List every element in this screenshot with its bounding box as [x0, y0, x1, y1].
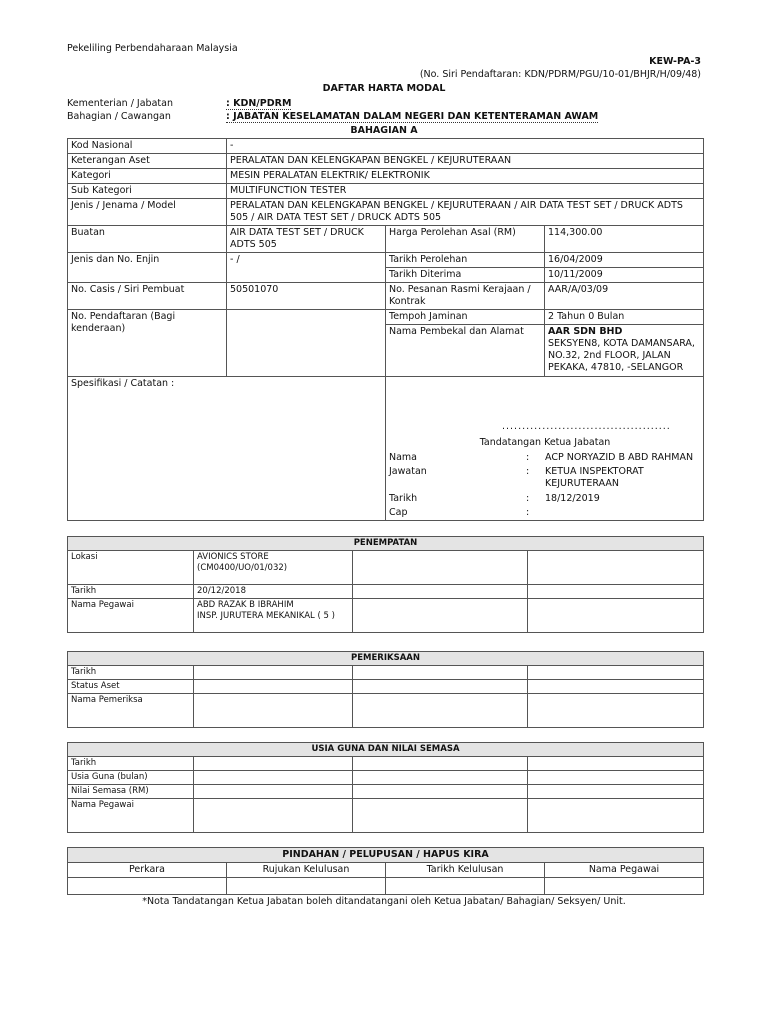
signature-block: [386, 377, 704, 521]
status-aset-label: Status Aset: [68, 680, 194, 694]
penempatan-table: [67, 536, 704, 633]
sig-tarikh-colon: :: [526, 493, 530, 504]
buatan-value: AIR DATA TEST SET / DRUCK ADTS 505: [227, 226, 386, 253]
sub-kategori-label: Sub Kategori: [68, 184, 227, 199]
sig-cap-colon: :: [526, 507, 530, 518]
tarikh-diterima-label: Tarikh Diterima: [386, 268, 545, 283]
penempatan-title: PENEMPATAN: [68, 537, 704, 551]
sig-cap-label: Cap: [389, 507, 408, 518]
ministry-label: Kementerian / Jabatan: [67, 98, 173, 109]
tempoh-value: 2 Tahun 0 Bulan: [545, 310, 704, 325]
signature-caption: Tandatangan Ketua Jabatan: [479, 437, 611, 448]
publisher-text: Pekeliling Perbendaharaan Malaysia: [67, 43, 238, 54]
sig-nama-value: ACP NORYAZID B ABD RAHMAN: [545, 452, 694, 463]
sig-jawatan-value: KETUA INSPEKTORAT KEJURUTERAAN: [545, 466, 644, 489]
spesifikasi-label: Spesifikasi / Catatan :: [71, 378, 175, 389]
penempatan-pegawai-cell: [194, 599, 353, 633]
kod-nasional-value: -: [227, 139, 704, 154]
buatan-label: Buatan: [68, 226, 227, 253]
sig-nama-label: Nama: [389, 452, 418, 463]
serial-registration: (No. Siri Pendaftaran: KDN/PDRM/PGU/10-01/BHJR/H/09/48): [419, 69, 701, 80]
kategori-label: Kategori: [68, 169, 227, 184]
keterangan-label: Keterangan Aset: [68, 154, 227, 169]
sig-tarikh-value: 18/12/2019: [545, 493, 600, 504]
pindahan-col-rujukan: Rujukan Kelulusan: [227, 863, 386, 878]
footnote: *Nota Tandatangan Ketua Jabatan boleh ditandatangani oleh Ketua Jabatan/ Bahagian/ Seksyen/ Unit.: [142, 896, 626, 907]
sig-jawatan-label: Jawatan: [389, 466, 427, 477]
lokasi-value: AVIONICS STORE (CM0400/UO/01/032): [194, 551, 353, 585]
pemeriksa-label: Nama Pemeriksa: [68, 694, 194, 728]
spesifikasi-cell: [68, 377, 386, 521]
division-value: : JABATAN KESELAMATAN DALAM NEGERI DAN KETENTERAMAN AWAM: [226, 111, 599, 122]
sig-nama-colon: :: [526, 452, 530, 463]
penempatan-pegawai-title: INSP. JURUTERA MEKANIKAL ( 5 ): [197, 611, 335, 621]
tarikh-perolehan-value: 16/04/2009: [545, 253, 704, 268]
part-a-title: BAHAGIAN A: [350, 125, 418, 136]
sig-tarikh-label: Tarikh: [389, 493, 418, 504]
pindahan-col-tarikh: Tarikh Kelulusan: [386, 863, 545, 878]
tarikh-diterima-value: 10/11/2009: [545, 268, 704, 283]
sub-kategori-value: MULTIFUNCTION TESTER: [227, 184, 704, 199]
pemeriksaan-tarikh-label: Tarikh: [68, 666, 194, 680]
ministry-value: : KDN/PDRM: [226, 98, 292, 109]
pindahan-col-perkara: Perkara: [68, 863, 227, 878]
usia-tarikh-label: Tarikh: [68, 757, 194, 771]
pindahan-table: [67, 847, 704, 895]
lokasi-label: Lokasi: [68, 551, 194, 585]
nilai-semasa-label: Nilai Semasa (RM): [68, 785, 194, 799]
casis-label: No. Casis / Siri Pembuat: [68, 283, 227, 310]
part-a-table: [67, 138, 704, 521]
kod-nasional-label: Kod Nasional: [68, 139, 227, 154]
harga-value: 114,300.00: [545, 226, 704, 253]
jenis-label: Jenis / Jenama / Model: [68, 199, 227, 226]
division-label: Bahagian / Cawangan: [67, 111, 171, 122]
document-title: DAFTAR HARTA MODAL: [322, 83, 446, 94]
pembekal-label: Nama Pembekal dan Alamat: [386, 325, 545, 377]
pindahan-col-pegawai: Nama Pegawai: [545, 863, 704, 878]
signature-line: ..........................................: [502, 421, 671, 432]
pembekal-name: AAR SDN BHD: [548, 326, 623, 337]
sig-jawatan-colon: :: [526, 466, 530, 477]
pendaftaran-label: No. Pendaftaran (Bagi kenderaan): [68, 310, 227, 377]
tarikh-perolehan-label: Tarikh Perolehan: [386, 253, 545, 268]
usia-title: USIA GUNA DAN NILAI SEMASA: [68, 743, 704, 757]
pembekal-address: SEKSYEN8, KOTA DAMANSARA, NO.32, 2nd FLOOR, JALAN PEKAKA, 47810, -SELANGOR: [548, 338, 695, 373]
pindahan-title: PINDAHAN / PELUPUSAN / HAPUS KIRA: [68, 848, 704, 863]
pesanan-label: No. Pesanan Rasmi Kerajaan / Kontrak: [386, 283, 545, 310]
enjin-label: Jenis dan No. Enjin: [68, 253, 227, 283]
form-code: KEW-PA-3: [649, 56, 701, 67]
pemeriksaan-title: PEMERIKSAAN: [68, 652, 704, 666]
usia-guna-label: Usia Guna (bulan): [68, 771, 194, 785]
pendaftaran-value: [227, 310, 386, 377]
penempatan-tarikh-label: Tarikh: [68, 585, 194, 599]
pembekal-cell: [545, 325, 704, 377]
tempoh-label: Tempoh Jaminan: [386, 310, 545, 325]
penempatan-pegawai-label: Nama Pegawai: [68, 599, 194, 633]
penempatan-tarikh-value: 20/12/2018: [194, 585, 353, 599]
usia-table: [67, 742, 704, 833]
enjin-value: - /: [227, 253, 386, 283]
pesanan-value: AAR/A/03/09: [545, 283, 704, 310]
harga-label: Harga Perolehan Asal (RM): [386, 226, 545, 253]
usia-pegawai-label: Nama Pegawai: [68, 799, 194, 833]
keterangan-value: PERALATAN DAN KELENGKAPAN BENGKEL / KEJURUTERAAN: [227, 154, 704, 169]
casis-value: 50501070: [227, 283, 386, 310]
jenis-value: PERALATAN DAN KELENGKAPAN BENGKEL / KEJURUTERAAN / AIR DATA TEST SET / DRUCK ADTS 505 / AIR DATA TEST SET / DRUCK ADTS 505: [227, 199, 704, 226]
kategori-value: MESIN PERALATAN ELEKTRIK/ ELEKTRONIK: [227, 169, 704, 184]
pemeriksaan-table: [67, 651, 704, 728]
penempatan-pegawai-value: ABD RAZAK B IBRAHIM: [197, 600, 294, 610]
